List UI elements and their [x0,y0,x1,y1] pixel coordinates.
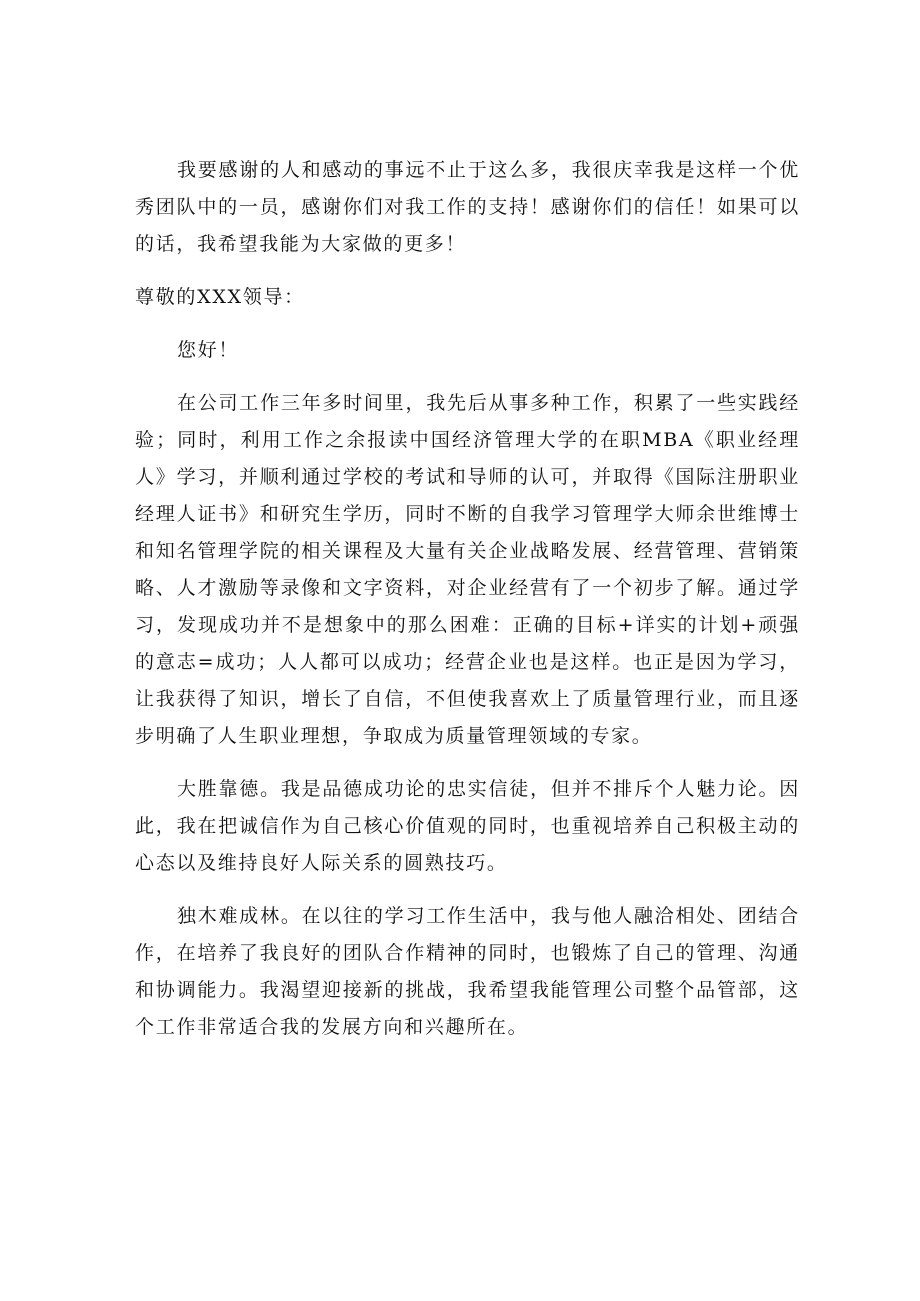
paragraph-experience: 在公司工作三年多时间里，我先后从事多种工作，积累了一些实践经验；同时，利用工作之余报读中国经济管理大学的在职MBA《职业经理人》学习，并顺利通过学校的考试和导师的认可，并取得《国际注册职业经理人证书》和研究生学历，同时不断的自我学习管理学大师余世维博士和知名管理学院的相关课程及大量有关企业战略发展、经营管理、营销策略、人才激励等录像和文字资料，对企业经营有了一个初步了解。通过学习，发现成功并不是想象中的那么困难：正确的目标+详实的计划+顽强的意志=成功；人人都可以成功；经营企业也是这样。也正是因为学习，让我获得了知识，增长了自信，不但使我喜欢上了质量管理行业，而且逐步明确了人生职业理想，争取成为质量管理领域的专家。 [135,392,800,747]
paragraph-teamwork: 独木难成林。在以往的学习工作生活中，我与他人融洽相处、团结合作，在培养了我良好的团队合作精神的同时，也锻炼了自己的管理、沟通和协调能力。我渴望迎接新的挑战，我希望我能管理公司整个品管部，这个工作非常适合我的发展方向和兴趣所在。 [135,905,800,1038]
greeting-line: 您好！ [177,339,240,361]
salutation-line: 尊敬的XXX领导： [135,286,305,308]
paragraph-virtue: 大胜靠德。我是品德成功论的忠实信徒，但并不排斥个人魅力论。因此，我在把诚信作为自己核心价值观的同时，也重视培养自己积极主动的心态以及维持良好人际关系的圆熟技巧。 [135,778,800,874]
document-body [135,152,800,1046]
paragraph-thanks: 我要感谢的人和感动的事远不止于这么多，我很庆幸我是这样一个优秀团队中的一员，感谢你们对我工作的支持！感谢你们的信任！如果可以的话，我希望我能为大家做的更多！ [135,159,800,255]
